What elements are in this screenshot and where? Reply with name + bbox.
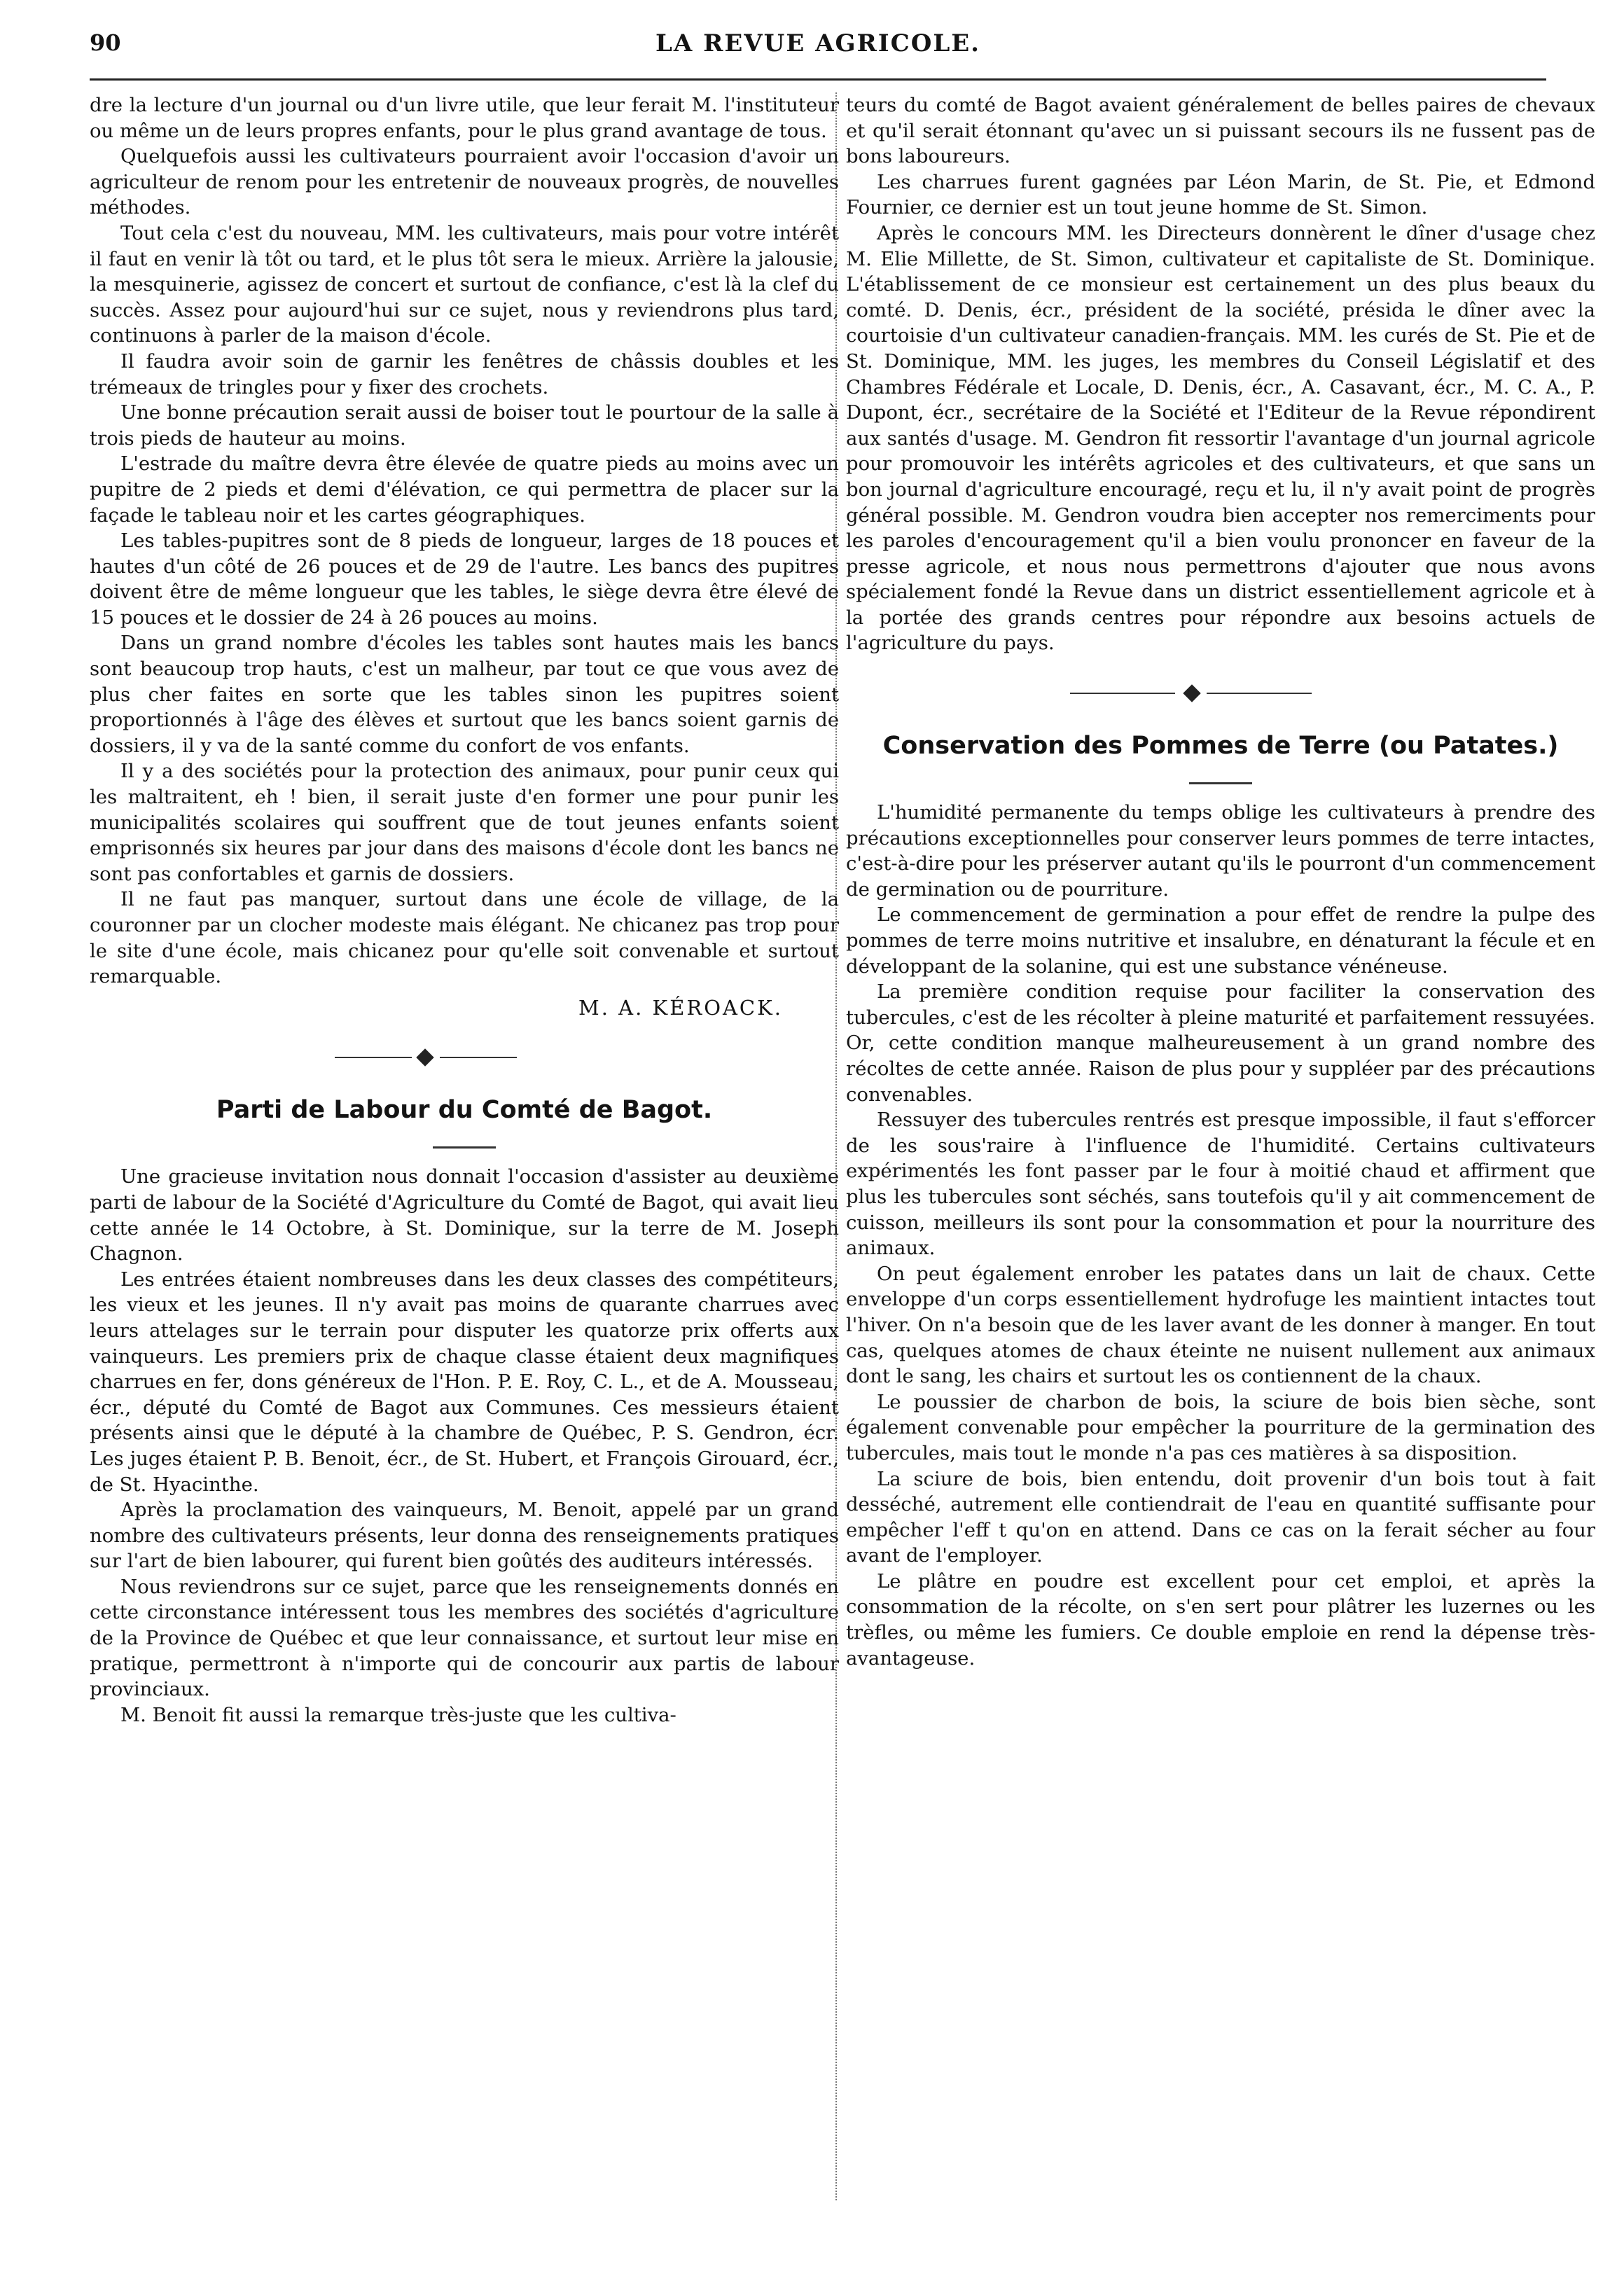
right-column <box>846 92 1595 2235</box>
paragraph: L'estrade du maître devra être élevée de quatre pieds au moins avec un pupitre de 2 pieds et demi d'élévation, ce qui permettra de placer sur la façade le tableau noir et les cartes géographiques. <box>90 452 839 527</box>
paragraph: L'humidité permanente du temps oblige les cultivateurs à prendre des précautions exceptionnelles pour conserver leurs pommes de terre intactes, c'est-à-dire pour les préserver autant qu'ils le pourront d'un commencement de germination ou de pourriture. <box>846 801 1595 901</box>
ornament-separator <box>846 669 1595 718</box>
paragraph: Les charrues furent gagnées par Léon Marin, de St. Pie, et Edmond Fournier, ce dernier est un tout jeune homme de St. Simon. <box>846 170 1595 219</box>
article-title: Parti de Labour du Comté de Bagot. <box>216 1096 713 1125</box>
paragraph: La première condition requise pour faciliter la conservation des tubercules, c'est de les récolter à pleine maturité et parfaitement ressuyées. Or, cette condition manque malheureusement à un grand nombre des récoltes de cette année. Raison de plus pour y suppléer par des précautions convenables. <box>846 980 1595 1106</box>
paragraph: Il faudra avoir soin de garnir les fenêtres de châssis doubles et les trémeaux de tringles pour y fixer des crochets. <box>90 349 839 398</box>
paragraph: Il ne faut pas manquer, surtout dans une école de village, de la couronner par un clocher modeste mais élégant. Ne chicanez pas trop pour le site d'une école, mais chicanez pour qu'elle soit convenable et surtout remarquable. <box>90 888 839 988</box>
paragraph: Les entrées étaient nombreuses dans les deux classes des compétiteurs, les vieux et les jeunes. Il n'y avait pas moins de quarante charrues avec leurs attelages sur le terrain pour disputer les quatorze prix offerts aux vainqueurs. Les premiers prix de chaque classe étaient deux magnifiques charrues en fer, dons généreux de l'Hon. P. E. Roy, C. L., et de A. Mousseau, écr., député du Comté de Bagot aux Communes. Ces messieurs étaient présents ainsi que le député à la chambre de Québec, P. S. Gendron, écr. Les juges étaient P. B. Benoit, écr., de St. Hubert, et François Girouard, écr., de St. Hyacinthe. <box>90 1268 839 1496</box>
left-column <box>90 92 839 2235</box>
running-title: LA REVUE AGRICOLE. <box>655 29 980 57</box>
paragraph: Le poussier de charbon de bois, la sciure de bois bien sèche, sont également convenable pour empêcher la pourriture de la germination des tubercules, mais tout le monde n'a pas ces matières à sa disposition. <box>846 1390 1595 1464</box>
paragraph: dre la lecture d'un journal ou d'un livre utile, que leur ferait M. l'instituteur ou même un de leurs propres enfants, pour le plus grand avantage de tous. <box>90 94 839 142</box>
paragraph: Le plâtre en poudre est excellent pour cet emploi, et après la consommation de la récolte, on s'en sert pour plâtrer les luzernes ou les trèfles, ou même les fumiers. Ce double emploie en rend la dépense très-avantageuse. <box>846 1569 1595 1670</box>
ornament-separator <box>90 1033 839 1082</box>
page-header <box>90 29 1546 71</box>
paragraph: M. Benoit fit aussi la remarque très-juste que les cultiva- <box>120 1703 676 1726</box>
paragraph: Une bonne précaution serait aussi de boiser tout le pourtour de la salle à trois pieds de hauteur au moins. <box>90 401 839 450</box>
paragraph: La sciure de bois, bien entendu, doit provenir d'un bois tout à fait desséché, autrement elle contiendrait de l'eau en quantité suffisante pour empêcher l'eff t qu'on en attend. Dans ce cas on la ferait sécher au four avant de l'employer. <box>846 1467 1595 1567</box>
paragraph: Le commencement de germination a pour effet de rendre la pulpe des pommes de terre moins nutritive et insalubre, en dénaturant la fécule et en développant de la solanine, qui est une substance vénéneuse. <box>846 903 1595 978</box>
paragraph: teurs du comté de Bagot avaient généralement de belles paires de chevaux et qu'il serait étonnant qu'avec un si puissant secours ils ne fussent pas de bons laboureurs. <box>846 94 1595 168</box>
paragraph: Après la proclamation des vainqueurs, M. Benoit, appelé par un grand nombre des cultivateurs présents, leur donna des renseignements pratiques sur l'art de bien labourer, qui furent bien goûtés des auditeurs intéressés. <box>90 1499 839 1573</box>
paragraph: Quelquefois aussi les cultivateurs pourraient avoir l'occasion d'avoir un agriculteur de renom pour les entretenir de nouveaux progrès, de nouvelles méthodes. <box>90 145 839 219</box>
header-rule <box>90 78 1546 81</box>
article-title: Conservation des Pommes de Terre (ou Patates.) <box>882 732 1559 761</box>
paragraph: Ressuyer des tubercules rentrés est presque impossible, il faut s'efforcer de les sous'raire à l'influence de l'humidité. Certains cultivateurs expérimentés les font passer par le four à moitié chaud et affirment que plus les tubercules sont séchés, sans toutefois qu'il y ait commencement de cuisson, meilleurs ils sont pour la consommation et pour la nourriture des animaux. <box>846 1109 1595 1260</box>
paragraph: Les tables-pupitres sont de 8 pieds de longueur, larges de 18 pouces et hautes d'un côté de 26 pouces et de 29 de l'autre. Les bancs des pupitres doivent être de même longueur que les tables, le siège devra être élevé de 15 pouces et le dossier de 24 à 26 pouces au moins. <box>90 529 839 629</box>
page-number: 90 <box>90 29 121 56</box>
paragraph: Tout cela c'est du nouveau, MM. les cultivateurs, mais pour votre intérêt il faut en venir là tôt ou tard, et le plus tôt sera le mieux. Arrière la jalousie, la mesquinerie, agissez de concert et surtout de confiance, c'est là la clef du succès. Assez pour aujourd'hui sur ce sujet, nous y reviendrons plus tard, continuons à parler de la maison d'école. <box>90 221 839 347</box>
paragraph: Dans un grand nombre d'écoles les tables sont hautes mais les bancs sont beaucoup trop hauts, c'est un malheur, par tout ce que vous avez de plus cher faites en sorte que les tables sinon les pupitres soient proportionnés à l'âge des élèves et surtout que les bancs soient garnis de dossiers, il y va de la santé comme du confort de vos enfants. <box>90 632 839 757</box>
author-signature: M. A. KÉROACK. <box>578 995 783 1020</box>
heading-rule <box>1189 782 1252 784</box>
paragraph: Il y a des sociétés pour la protection des animaux, pour punir ceux qui les maltraitent, eh ! bien, il serait juste d'en former une pour punir les municipalités scolaires qui souffrent que de tout jeunes enfants soient emprisonnés six heures par jour dans des maisons d'école dont les bancs ne sont pas confortables et garnis de dossiers. <box>90 760 839 885</box>
paragraph: On peut également enrober les patates dans un lait de chaux. Cette enveloppe d'un corps essentiellement hydrofuge les maintient intactes tout l'hiver. On n'a besoin que de les laver avant de les donner à manger. En tout cas, quelques atomes de chaux éteinte ne nuisent nullement aux animaux dont le sang, les chairs et surtout les os contiennent de la chaux. <box>846 1262 1595 1388</box>
paragraph: Nous reviendrons sur ce sujet, parce que les renseignements donnés en cette circonstance intéressent tous les membres des sociétés d'agriculture de la Province de Québec et que leur connaissance, et surtout leur mise en pratique, permettront à n'importe qui de concourir aux partis de labour provinciaux. <box>90 1575 839 1701</box>
paragraph: Une gracieuse invitation nous donnait l'occasion d'assister au deuxième parti de labour de la Société d'Agriculture du Comté de Bagot, qui avait lieu cette année le 14 Octobre, à St. Dominique, sur la terre de M. Joseph Chagnon. <box>90 1165 839 1265</box>
heading-rule <box>433 1146 496 1149</box>
paragraph: Après le concours MM. les Directeurs donnèrent le dîner d'usage chez M. Elie Millette, de St. Simon, cultivateur et capitaliste de St. Dominique. L'établissement de ce monsieur est certainement un des plus beaux du comté. D. Denis, écr., président de la société, présida le dîner avec la courtoisie d'un cultivateur canadien-français. MM. les curés de St. Pie et de St. Dominique, MM. les juges, les membres du Conseil Législatif et des Chambres Fédérale et Locale, D. Denis, écr., A. Casavant, écr., M. C. A., P. Dupont, écr., secrétaire de la Société et l'Editeur de la Revue répondirent aux santés d'usage. M. Gendron fit ressortir l'avantage d'un journal agricole pour promouvoir les intérêts agricoles et des cultivateurs, et que sans un bon journal d'agriculture encouragé, reçu et lu, il n'y avait point de progrès général possible. M. Gendron voudra bien accepter nos remerciments pour les paroles d'encouragement qu'il a bien voulu prononcer en faveur de la presse agricole, et nous nous permettrons d'ajouter que nous avons spécialement fondé la Revue dans un district essentiellement agricole et à la portée des grands centres pour répondre aux besoins actuels de l'agriculture du pays. <box>846 221 1595 655</box>
